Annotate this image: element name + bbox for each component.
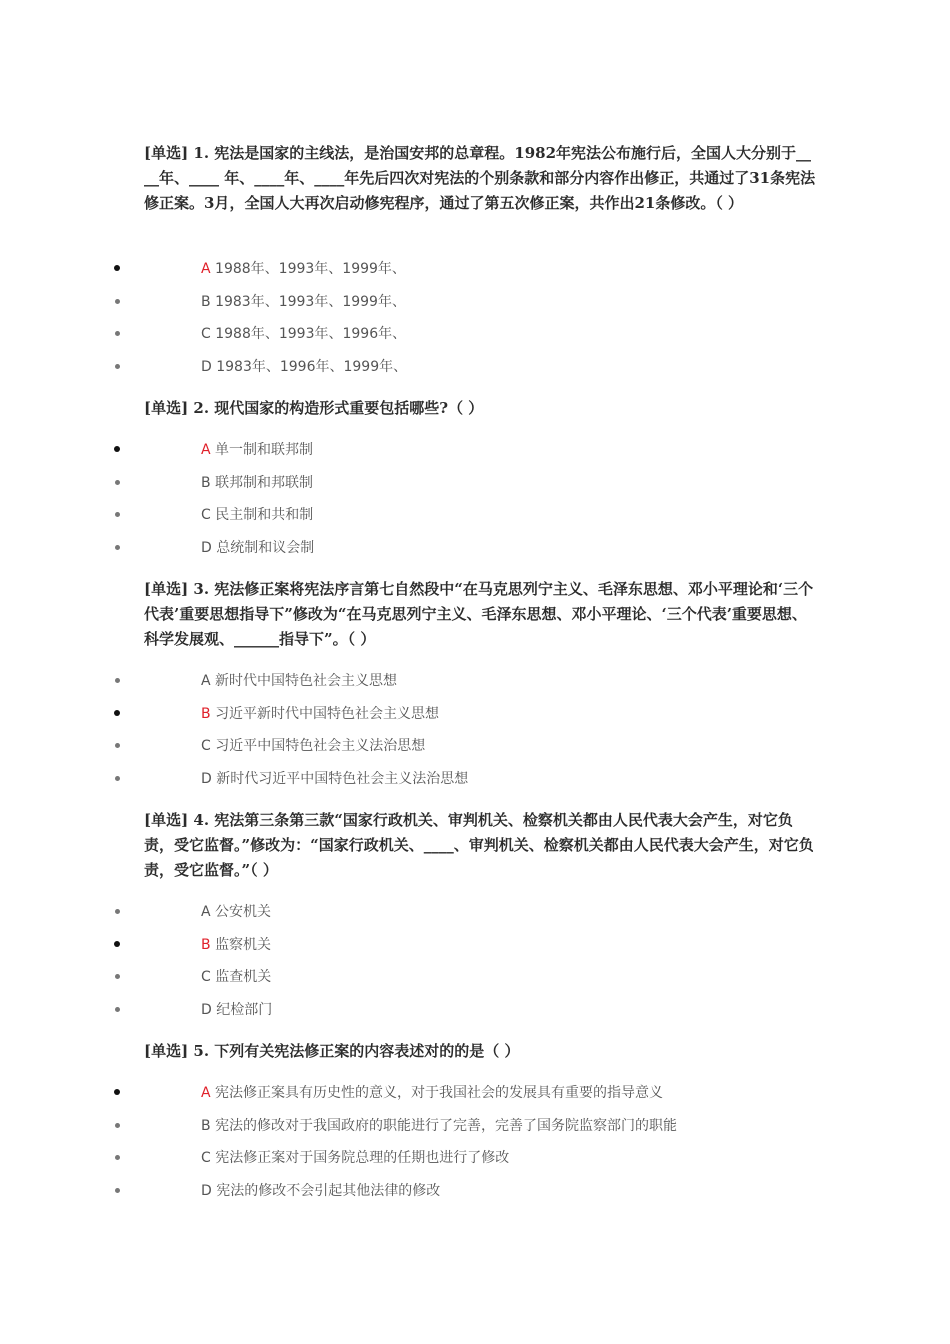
option-text: 1983年、1993年、1999年、 (215, 293, 406, 310)
option-text: 新时代习近平中国特色社会主义法治思想 (216, 770, 469, 787)
option-letter: D (201, 1001, 212, 1018)
bullet-icon (115, 480, 120, 485)
option-item (0, 933, 950, 966)
option-letter: D (201, 770, 212, 787)
option-list (0, 1081, 950, 1211)
option-list (0, 900, 950, 1030)
option-text: 宪法的修改对于我国政府的职能进行了完善，完善了国务院监察部门的职能 (215, 1117, 678, 1134)
option-text: 监察机关 (215, 936, 272, 953)
option-letter: D (201, 358, 212, 375)
option-text: 1983年、1996年、1999年、 (216, 358, 408, 375)
question-text: [单选] 1. 宪法是国家的主线法，是治国安邦的总章程。1982年宪法公布施行后，全国人大分别于____年、____ 年、____年、____年先后四次对宪法的个别条款和部分内容作出修正，共通过了31条宪法修正案。3月，全国人大再次启动修宪程序，通过了第五次修正案，共作出21条修改。（ ） (144, 144, 816, 212)
option-list (0, 669, 950, 799)
option-text: 宪法修正案具有历史性的意义，对于我国社会的发展具有重要的指导意义 (215, 1085, 664, 1101)
bullet-icon (115, 909, 120, 914)
bullet-icon (115, 364, 120, 369)
option-list (0, 257, 950, 387)
option-letter: C (201, 507, 211, 524)
option-text: 习近平新时代中国特色社会主义思想 (215, 705, 440, 722)
option-letter: C (201, 326, 211, 343)
bullet-icon (114, 446, 120, 452)
bullet-icon (114, 710, 120, 716)
bullet-icon (114, 941, 120, 947)
bullet-icon (115, 1123, 120, 1128)
option-item (0, 536, 950, 569)
bullet-icon (115, 545, 120, 550)
bullet-icon (115, 974, 120, 979)
option-item (0, 355, 950, 388)
option-item (0, 669, 950, 702)
option-text: 公安机关 (215, 904, 272, 920)
option-letter: A (201, 673, 211, 689)
option-item (0, 1179, 950, 1212)
option-letter: C (201, 738, 211, 755)
option-letter: B (201, 705, 211, 722)
option-text: 1988年、1993年、1996年、 (215, 326, 407, 343)
option-letter: A (201, 261, 211, 277)
option-letter: B (201, 474, 211, 491)
option-letter: B (201, 293, 211, 310)
option-item (0, 900, 950, 933)
option-letter: D (201, 539, 212, 556)
option-text: 新时代中国特色社会主义思想 (215, 673, 398, 689)
option-item (0, 767, 950, 800)
question-text: [单选] 2. 现代国家的构造形式重要包括哪些?（ ） (144, 399, 484, 417)
bullet-icon (115, 331, 120, 336)
option-text: 1988年、1993年、1999年、 (215, 261, 406, 277)
bullet-icon (115, 1007, 120, 1012)
option-item (0, 702, 950, 735)
bullet-icon (115, 512, 120, 517)
option-text: 宪法修正案对于国务院总理的任期也进行了修改 (215, 1150, 510, 1167)
bullet-icon (114, 1089, 120, 1095)
option-item (0, 503, 950, 536)
option-text: 单一制和联邦制 (215, 442, 314, 458)
option-item (0, 438, 950, 471)
bullet-icon (115, 776, 120, 781)
bullet-icon (115, 299, 120, 304)
option-letter: B (201, 936, 211, 953)
option-text: 纪检部门 (216, 1001, 273, 1018)
option-item (0, 290, 950, 323)
question-text: [单选] 5. 下列有关宪法修正案的内容表述对的的是（ ） (144, 1042, 520, 1060)
option-text: 联邦制和邦联制 (215, 474, 314, 491)
option-text: 习近平中国特色社会主义法治思想 (215, 738, 426, 755)
option-item (0, 965, 950, 998)
option-item (0, 1114, 950, 1147)
option-item (0, 322, 950, 355)
option-text: 监查机关 (215, 969, 272, 986)
option-letter: D (201, 1182, 212, 1199)
option-item (0, 257, 950, 290)
option-letter: B (201, 1117, 211, 1134)
option-text: 总统制和议会制 (216, 539, 315, 556)
option-letter: A (201, 1085, 211, 1101)
bullet-icon (115, 743, 120, 748)
option-item (0, 1081, 950, 1114)
option-text: 民主制和共和制 (215, 507, 314, 524)
bullet-icon (115, 1155, 120, 1160)
question-text: [单选] 4. 宪法第三条第三款“国家行政机关、审判机关、检察机关都由人民代表大会产生，对它负责，受它监督。”修改为：“国家行政机关、____、审判机关、检察机关都由人民代表大会产生，对它负责，受它监督。”（ ） (144, 811, 814, 879)
option-letter: A (201, 904, 211, 920)
option-item (0, 998, 950, 1031)
option-letter: C (201, 1150, 211, 1167)
bullet-icon (115, 1188, 120, 1193)
bullet-icon (115, 678, 120, 683)
option-list (0, 438, 950, 568)
option-text: 宪法的修改不会引起其他法律的修改 (216, 1182, 441, 1199)
option-letter: A (201, 442, 211, 458)
option-item (0, 471, 950, 504)
option-letter: C (201, 969, 211, 986)
option-item (0, 734, 950, 767)
bullet-icon (114, 265, 120, 271)
option-item (0, 1146, 950, 1179)
question-text: [单选] 3. 宪法修正案将宪法序言第七自然段中“在马克思列宁主义、毛泽东思想、邓小平理论和‘三个代表’重要思想指导下”修改为“在马克思列宁主义、毛泽东思想、邓小平理论、‘三个代表’重要思想、科学发展观、______指导下”。（ ） (144, 580, 814, 648)
